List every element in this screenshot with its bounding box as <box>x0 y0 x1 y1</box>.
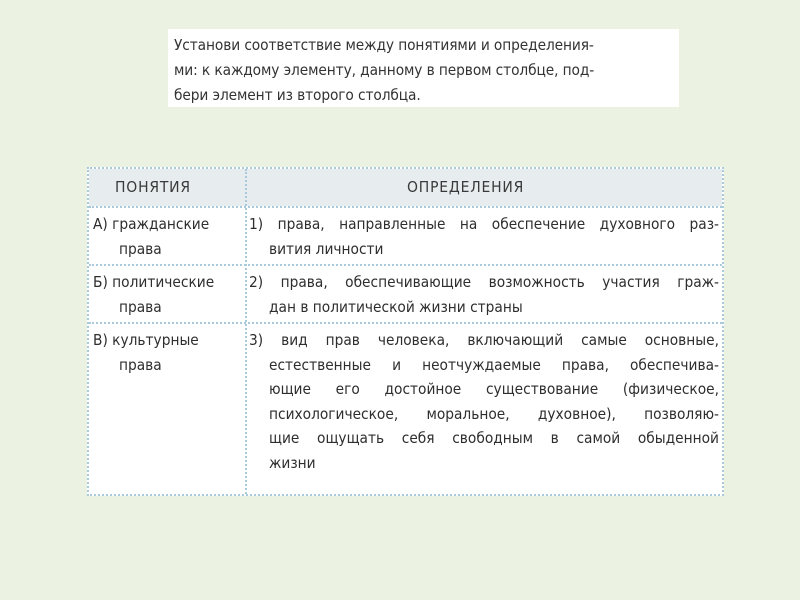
column-divider <box>245 169 247 494</box>
definition-text: щие ощущать себя свободным в самой обыденной <box>269 429 719 447</box>
concept-label: права <box>119 239 162 258</box>
definition-text: 2) права, обеспечивающие возможность участия граж- <box>249 273 719 291</box>
concept-label: А) гражданские <box>93 215 210 233</box>
definition-text: 1) права, направленные на обеспечение духовного раз- <box>249 215 719 233</box>
table-header-row <box>89 169 722 206</box>
definition-cell <box>249 212 719 261</box>
concept-label: права <box>119 355 162 374</box>
concept-label: права <box>119 297 162 316</box>
concept-cell <box>93 328 241 377</box>
definition-text: жизни <box>269 453 316 472</box>
definition-text: естественные и неотчуждаемые права, обеспечива- <box>269 355 719 374</box>
task-instructions <box>168 29 679 107</box>
row-divider <box>89 322 722 324</box>
task-line: ми: к каждому элементу, данному в первом столбце, под- <box>174 61 595 79</box>
header-concepts: ПОНЯТИЯ <box>115 178 191 196</box>
definition-cell <box>249 270 719 319</box>
definition-text: дан в политической жизни страны <box>269 297 523 316</box>
concept-cell <box>93 212 241 261</box>
definition-text: ющие его достойное существование (физическое, <box>269 380 719 398</box>
table-row <box>89 322 722 494</box>
concept-cell <box>93 270 241 319</box>
concept-label: Б) политические <box>93 273 215 291</box>
definition-text: вития личности <box>269 239 384 258</box>
table-row <box>89 206 722 264</box>
table-row <box>89 264 722 322</box>
definition-text: психологическое, моральное, духовное), позволяю- <box>269 404 719 423</box>
row-divider <box>89 206 722 208</box>
concept-label: В) культурные <box>93 331 199 349</box>
task-line: Установи соответствие между понятиями и определения- <box>174 36 594 54</box>
definition-cell <box>249 328 719 475</box>
row-divider <box>89 264 722 266</box>
matching-table <box>87 167 724 496</box>
header-definitions: ОПРЕДЕЛЕНИЯ <box>407 178 525 196</box>
task-line: бери элемент из второго столбца. <box>174 86 421 104</box>
definition-text: 3) вид прав человека, включающий самые основные, <box>249 331 719 349</box>
